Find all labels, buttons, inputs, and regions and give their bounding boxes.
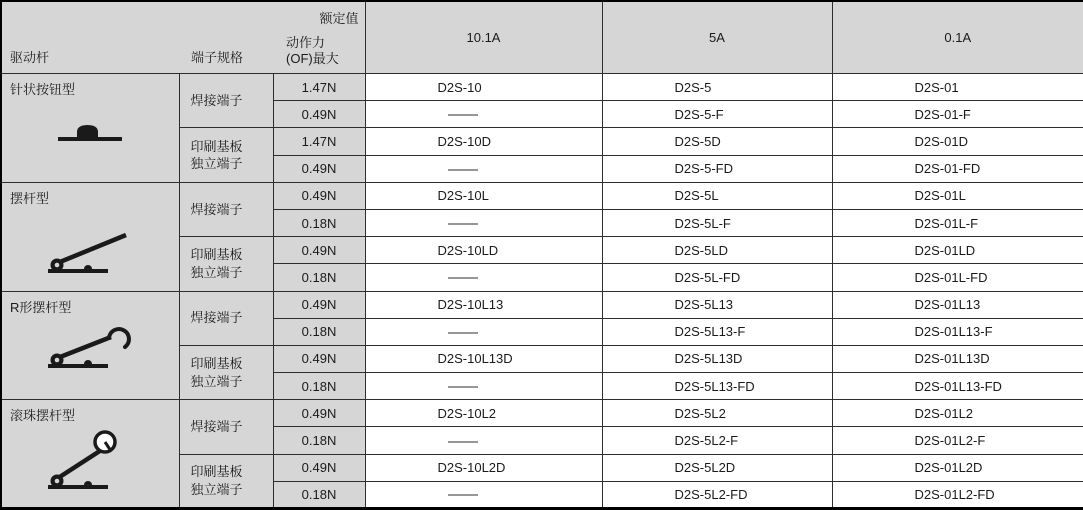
table-row [1,291,1083,318]
model-cell: D2S-01LD [832,237,1083,264]
model-cell: D2S-5L13 [602,291,832,318]
model-cell: D2S-01L13-F [832,318,1083,345]
terminal-type-label: 印刷基板 [190,356,243,372]
model-cell [365,481,602,508]
table-body [1,74,1083,509]
table-row [1,182,1083,209]
model-cell: D2S-10L13D [365,345,602,372]
model-cell: D2S-5L2-FD [602,481,832,508]
model-cell: D2S-01L2 [832,400,1083,427]
operating-force-cell: 0.18N [273,209,365,236]
model-cell: D2S-5L13-F [602,318,832,345]
model-cell: D2S-10D [365,128,602,155]
model-cell: D2S-5 [602,74,832,101]
operating-force-cell: 0.49N [273,182,365,209]
model-cell: D2S-01L-F [832,209,1083,236]
terminal-type-cell [179,291,273,345]
model-cell: D2S-5LD [602,237,832,264]
table-row [1,74,1083,101]
model-cell: D2S-5L13-FD [602,373,832,400]
operating-force-cell: 0.18N [273,481,365,508]
model-cell: D2S-01L [832,182,1083,209]
model-cell: D2S-10 [365,74,602,101]
model-cell: D2S-5L2-F [602,427,832,454]
header-lever: 驱动杆 [1,1,179,74]
operating-force-cell: 0.18N [273,264,365,291]
model-cell: D2S-10L2D [365,454,602,481]
dash-placeholder [448,332,478,334]
pin-plunger-icon [2,124,179,142]
model-cell: D2S-5L13D [602,345,832,372]
lever-type-label: 针状按钮型 [10,82,76,97]
header-current-5a: 5A [602,1,832,74]
terminal-type-cell [179,182,273,236]
header-current-10-1a: 10.1A [365,1,602,74]
terminal-type-cell [179,345,273,399]
model-cell [365,101,602,128]
model-cell: D2S-5L2D [602,454,832,481]
table-header [1,1,1083,74]
header-rated-value: 额定值 [319,11,359,26]
model-cell: D2S-01L13D [832,345,1083,372]
model-cell: D2S-10L2 [365,400,602,427]
roller-lever-icon [2,429,179,491]
dash-placeholder [448,223,478,225]
operating-force-cell: 1.47N [273,128,365,155]
operating-force-cell: 0.18N [273,373,365,400]
operating-force-cell: 0.18N [273,427,365,454]
terminal-type-cell [179,454,273,508]
terminal-type-cell [179,400,273,454]
lever-type-label: R形摆杆型 [10,299,72,315]
operating-force-cell: 0.49N [273,291,365,318]
terminal-type-label: 焊接端子 [190,419,243,435]
operating-force-cell: 0.49N [273,237,365,264]
model-cell: D2S-5D [602,128,832,155]
model-cell: D2S-01L2D [832,454,1083,481]
model-cell: D2S-01L2-F [832,427,1083,454]
dash-placeholder [448,494,478,496]
operating-force-cell: 1.47N [273,74,365,101]
model-cell [365,373,602,400]
header-rated-force [273,1,365,74]
operating-force-cell: 0.49N [273,345,365,372]
operating-force-cell: 0.49N [273,454,365,481]
dash-placeholder [448,114,478,116]
lever-type-cell [1,291,179,400]
dash-placeholder [448,386,478,388]
model-cell [365,155,602,182]
model-cell: D2S-01 [832,74,1083,101]
dash-placeholder [448,441,478,443]
table-row [1,400,1083,427]
terminal-type-label: 印刷基板 [190,138,243,154]
model-cell: D2S-01L13-FD [832,373,1083,400]
model-cell: D2S-01-FD [832,155,1083,182]
model-cell: D2S-5L-F [602,209,832,236]
operating-force-cell: 0.49N [273,101,365,128]
dash-placeholder [448,277,478,279]
model-cell: D2S-10L [365,182,602,209]
lever-type-cell [1,182,179,291]
model-cell: D2S-5L2 [602,400,832,427]
model-cell: D2S-01L2-FD [832,481,1083,508]
lever-type-cell [1,74,179,183]
terminal-type-cell [179,74,273,128]
terminal-type-label: 焊接端子 [190,92,243,108]
operating-force-cell: 0.18N [273,318,365,345]
model-cell: D2S-5L [602,182,832,209]
model-cell [365,427,602,454]
terminal-type-label-line2: 独立端子 [190,373,243,389]
model-cell: D2S-5-FD [602,155,832,182]
model-cell [365,318,602,345]
header-terminal-spec: 端子规格 [179,1,273,74]
terminal-type-label: 印刷基板 [190,247,243,263]
operating-force-cell: 0.49N [273,155,365,182]
model-cell: D2S-01-F [832,101,1083,128]
model-cell [365,209,602,236]
model-cell [365,264,602,291]
terminal-type-label-line2: 独立端子 [190,156,243,172]
r-lever-icon [2,318,179,370]
model-cell: D2S-01L-FD [832,264,1083,291]
terminal-type-label: 焊接端子 [190,310,243,326]
lever-type-label: 摆杆型 [10,190,50,206]
model-cell: D2S-10L13 [365,291,602,318]
hinge-lever-icon [2,227,179,275]
terminal-type-cell [179,237,273,291]
model-cell: D2S-01D [832,128,1083,155]
terminal-type-label: 印刷基板 [190,464,243,480]
lever-type-cell [1,400,179,509]
terminal-type-label-line2: 独立端子 [190,481,243,497]
model-cell: D2S-5-F [602,101,832,128]
model-cell: D2S-01L13 [832,291,1083,318]
model-cell: D2S-10LD [365,237,602,264]
header-current-0-1a: 0.1A [832,1,1083,74]
header-operating-force: 动作力 (OF)最大 [286,34,339,66]
dash-placeholder [448,169,478,171]
model-cell: D2S-5L-FD [602,264,832,291]
lever-type-label: 滚珠摆杆型 [10,408,76,424]
operating-force-cell: 0.49N [273,400,365,427]
terminal-type-label: 焊接端子 [190,201,243,217]
terminal-type-cell [179,128,273,182]
terminal-type-label-line2: 独立端子 [190,264,243,280]
